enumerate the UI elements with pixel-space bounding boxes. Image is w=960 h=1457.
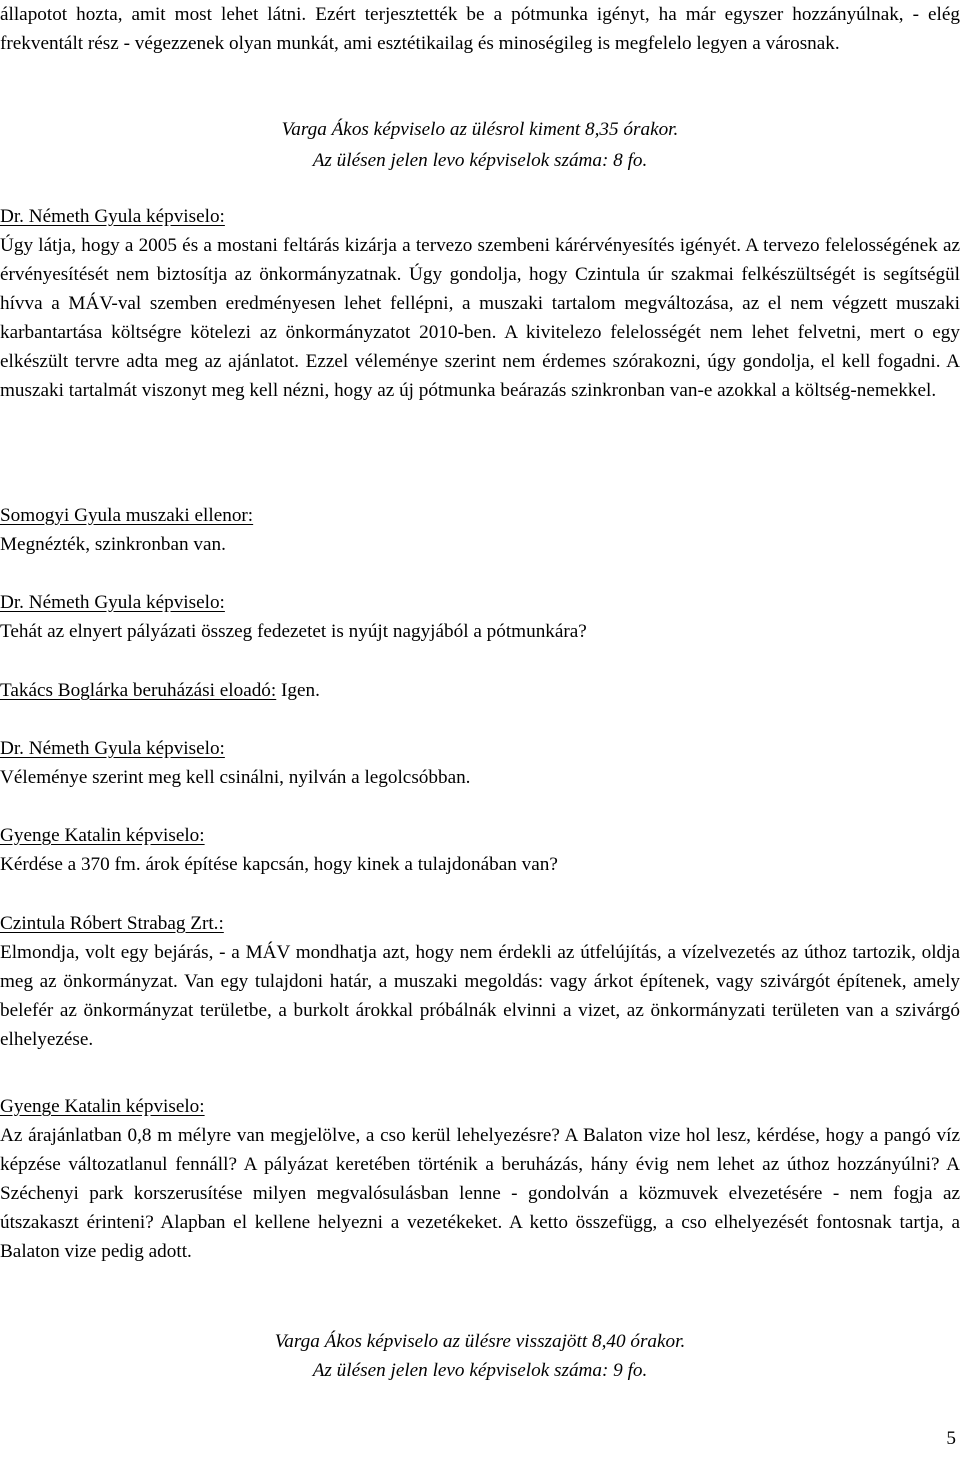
attendance-notice: Az ülésen jelen levo képviselok száma: 8 fo. bbox=[312, 150, 648, 171]
page-number: 5 bbox=[946, 1428, 956, 1449]
speech-paragraph: Úgy látja, hogy a 2005 és a mostani feltárás kizárja a tervezo szembeni kárérvényesítés igényét. A tervezo felelosségének az érvényesítését nem biztosítja az önkormányzatnak. Úgy gondolja, hogy Czintula úr szakmai felkészültségét is segítségül hívva a MÁV-val szemben eredményesen lehet fellépni, a muszaki tartalom megváltozása, az el nem végzett muszaki karbantartása költségre kötelezi az önkormányzatot 2010-ben. A kivitelezo felelosségét nem lehet felvetni, mert o egy elkészült tervre adta meg az ajánlatot. Ezzel véleménye szerint nem érdemes szórakozni, úgy gondolja, el kell fogadni. A muszaki tartalmát viszonyt meg kell nézni, hogy az új pótmunka beárazás szinkronban van-e azokkal a költség-nemekkel. bbox=[0, 235, 960, 401]
speech-paragraph: Az árajánlatban 0,8 m mélyre van megjelölve, a cso kerül lehelyezésre? A Balaton vize hol lesz, kérdése, hogy a pangó víz képzése változatlanul fennáll? A pályázat keretében történik a beruházás, hány évig nem lehet az úthoz hozzányúlni? A Széchenyi park korszerusítése milyen megvalósulásban lenne - gondolván a közmuvek elvezetésére - nem fogja az útszakaszt érinteni? Alapban el kellene helyezni a vezetékeket. A ketto összefügg, a cso elhelyezését fontosnak tartja, a Balaton vize pedig adott. bbox=[0, 1125, 960, 1262]
speaker-heading: Somogyi Gyula muszaki ellenor: bbox=[0, 505, 254, 526]
speaker-heading: Czintula Róbert Strabag Zrt.: bbox=[0, 913, 224, 934]
speaker-heading: Dr. Németh Gyula képviselo: bbox=[0, 206, 225, 227]
departure-notice: Varga Ákos képviselo az ülésrol kiment 8,35 órakor. bbox=[281, 119, 679, 140]
speech-paragraph: Megnézték, szinkronban van. bbox=[0, 534, 226, 555]
speaker-heading: Gyenge Katalin képviselo: bbox=[0, 825, 205, 846]
attendance-notice: Az ülésen jelen levo képviselok száma: 9 fo. bbox=[312, 1360, 648, 1381]
speaker-heading: Dr. Németh Gyula képviselo: bbox=[0, 738, 225, 759]
speech-paragraph: Véleménye szerint meg kell csinálni, nyilván a legolcsóbban. bbox=[0, 767, 471, 788]
speaker-line bbox=[0, 676, 320, 705]
speaker-heading: Takács Boglárka beruházási eloadó: bbox=[0, 680, 277, 701]
speech-paragraph: Kérdése a 370 fm. árok építése kapcsán, hogy kinek a tulajdonában van? bbox=[0, 854, 558, 875]
intro-paragraph: állapotot hozta, amit most lehet látni. Ezért terjesztették be a pótmunka igényt, ha már egyszer hozzányúlnak, - elég frekventált rész - végezzenek olyan munkát, ami esztétikailag és minoségileg is megfelelo legyen a városnak. bbox=[0, 4, 960, 54]
return-notice: Varga Ákos képviselo az ülésre visszajött 8,40 órakor. bbox=[274, 1331, 686, 1352]
speech-paragraph: Elmondja, volt egy bejárás, - a MÁV mondhatja azt, hogy nem érdekli az útfelújítás, a vízelvezetés az úthoz tartozik, oldja meg az önkormányzat. Van egy tulajdoni határ, a muszaki megoldás: vagy árkot építenek, vagy szivárgót építenek, amely belefér az önkormányzat területbe, a burkolt árokkal próbálnák elvinni a vizet, az önkormányzati területen van a szivárgó elhelyezése. bbox=[0, 942, 960, 1050]
speaker-heading: Gyenge Katalin képviselo: bbox=[0, 1096, 205, 1117]
speaker-heading: Dr. Németh Gyula képviselo: bbox=[0, 592, 225, 613]
speech-paragraph: Tehát az elnyert pályázati összeg fedezetet is nyújt nagyjából a pótmunkára? bbox=[0, 621, 587, 642]
speech-text: Igen. bbox=[276, 680, 320, 701]
